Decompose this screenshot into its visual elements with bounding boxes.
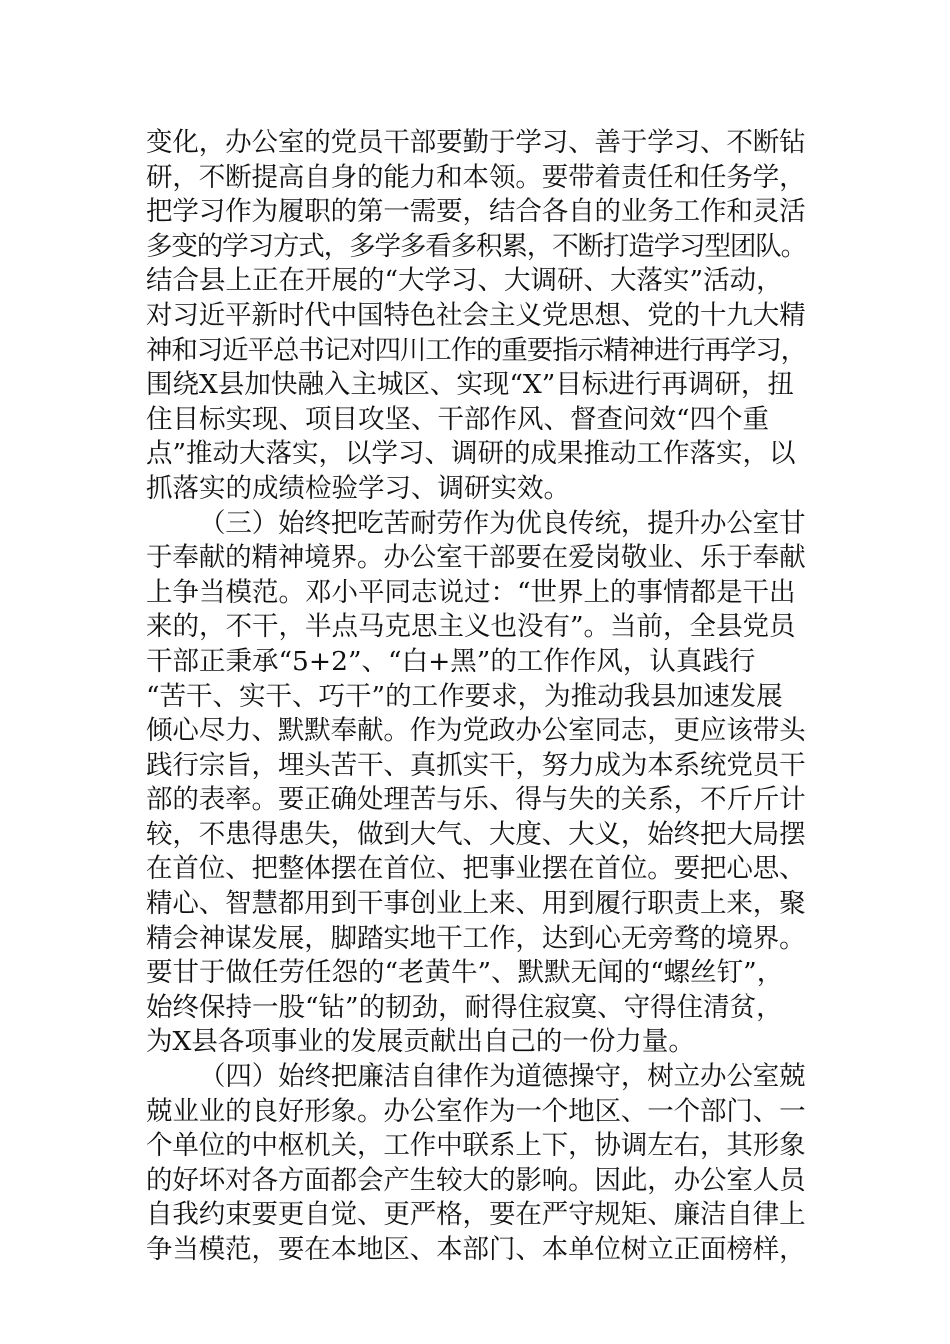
text-line: 要甘于做任劳任怨的“老黄牛”、默默无闻的“螺丝钉”， <box>146 957 784 989</box>
text-line: 兢业业的良好形象。办公室作为一个地区、一个部门、一 <box>146 1095 806 1127</box>
text-line: 倾心尽力、默默奉献。作为党政办公室同志，更应该带头 <box>146 715 806 747</box>
text-line: 结合县上正在开展的“大学习、大调研、大落实”活动， <box>146 265 783 297</box>
text-line: 部的表率。要正确处理苦与乐、得与失的关系，不斤斤计 <box>146 784 806 816</box>
text-line: 较，不患得患失，做到大气、大度、大义，始终把大局摆 <box>146 818 806 850</box>
text-line: 住目标实现、项目攻坚、干部作风、督查问效“四个重 <box>146 403 770 435</box>
text-line: 精会神谋发展，脚踏实地干工作，达到心无旁骛的境界。 <box>146 922 806 954</box>
text-line: 上争当模范。邓小平同志说过：“世界上的事情都是干出 <box>146 576 796 608</box>
text-line: 始终保持一股“钻”的韧劲，耐得住寂寞、守得住清贫， <box>146 991 783 1023</box>
text-line: 于奉献的精神境界。办公室干部要在爱岗敬业、乐于奉献 <box>146 542 806 574</box>
text-line: 神和习近平总书记对四川工作的重要指示精神进行再学习， <box>146 334 806 366</box>
text-line: 来的，不干，半点马克思主义也没有”。当前，全县党员 <box>146 611 796 643</box>
text-line: 点”推动大落实，以学习、调研的成果推动工作落实，以 <box>146 438 796 470</box>
text-line: 在首位、把整体摆在首位、把事业摆在首位。要把心思、 <box>146 853 806 885</box>
text-line: 干部正秉承“5+2”、“白+黑”的工作作风，认真践行 <box>146 645 756 677</box>
text-line: 围绕X县加快融入主城区、实现“X”目标进行再调研，扭 <box>146 369 794 401</box>
text-line: 研，不断提高自身的能力和本领。要带着责任和任务学， <box>146 161 806 193</box>
text-line: 践行宗旨，埋头苦干、真抓实干，努力成为本系统党员干 <box>146 749 806 781</box>
text-line: 抓落实的成绩检验学习、调研实效。 <box>146 472 570 504</box>
text-line: 争当模范，要在本地区、本部门、本单位树立正面榜样， <box>146 1234 806 1265</box>
text-line: 个单位的中枢机关，工作中联系上下，协调左右，其形象 <box>146 1130 806 1162</box>
text-line: 变化，办公室的党员干部要勤于学习、善于学习、不断钻 <box>146 127 806 158</box>
text-line: 的好坏对各方面都会产生较大的影响。因此，办公室人员 <box>146 1164 806 1196</box>
text-line: 对习近平新时代中国特色社会主义党思想、党的十九大精 <box>146 299 806 331</box>
paragraph-first-line: （三）始终把吃苦耐劳作为优良传统，提升办公室甘 <box>199 507 806 539</box>
body-text <box>146 126 806 1268</box>
text-line: “苦干、实干、巧干”的工作要求，为推动我县加速发展 <box>146 680 783 712</box>
text-line: 为X县各项事业的发展贡献出自己的一份力量。 <box>146 1026 695 1058</box>
text-line: 多变的学习方式，多学多看多积累，不断打造学习型团队。 <box>146 230 806 262</box>
text-line: 精心、智慧都用到干事创业上来、用到履行职责上来，聚 <box>146 888 806 920</box>
text-line: 自我约束要更自觉、更严格，要在严守规矩、廉洁自律上 <box>146 1199 806 1231</box>
text-line: 把学习作为履职的第一需要，结合各自的业务工作和灵活 <box>146 196 806 228</box>
paragraph-first-line: （四）始终把廉洁自律作为道德操守，树立办公室兢 <box>199 1061 806 1093</box>
